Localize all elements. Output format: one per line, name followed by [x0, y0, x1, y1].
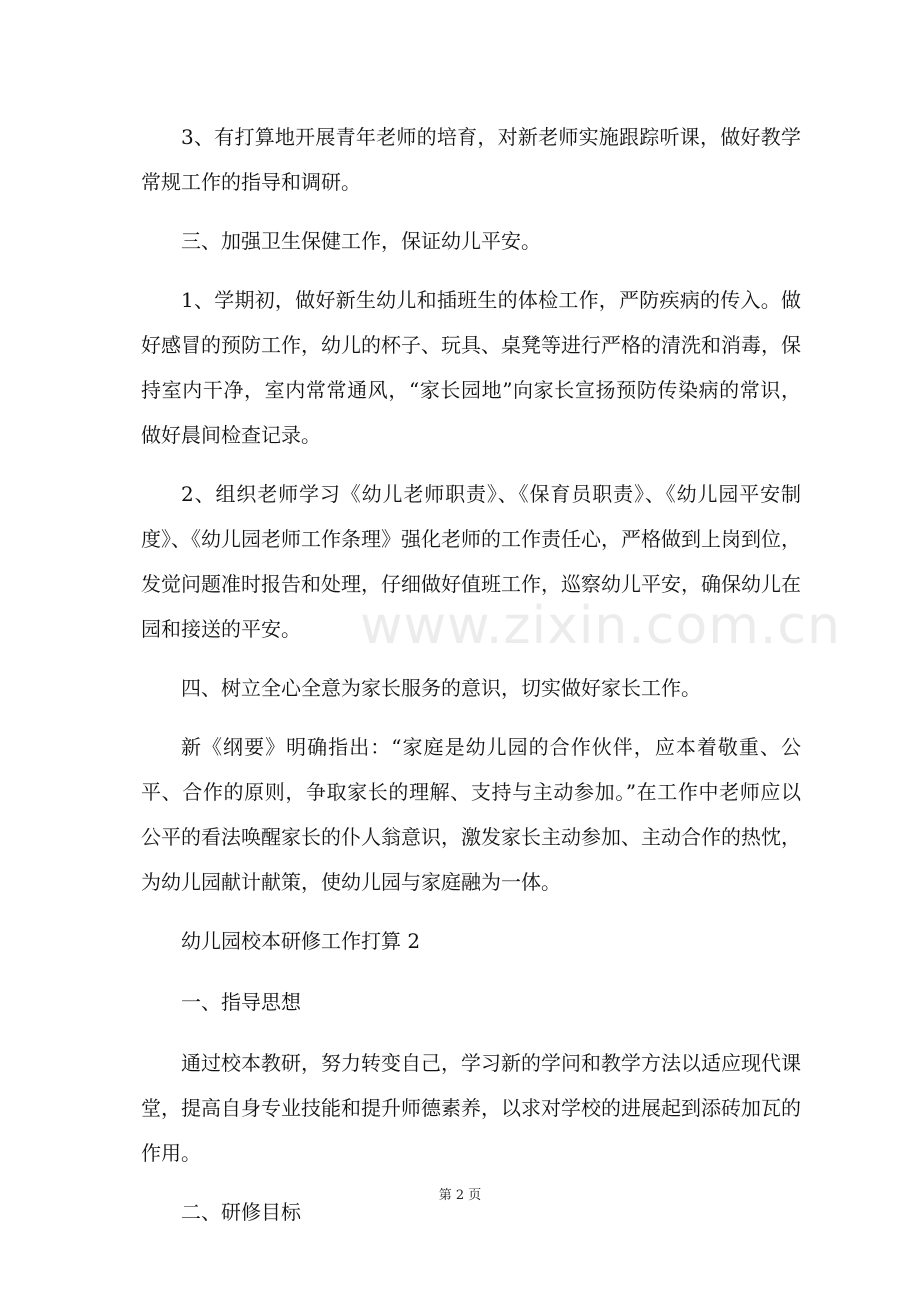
- watermark: www.zixin.com.cn: [360, 596, 841, 656]
- paragraph-guiding: 通过校本教研，努力转变自己，学习新的学问和教学方法以适应现代课堂，提高自身专业技能和提升师德素养，以求对学校的进展起到添砖加瓦的作用。: [141, 1051, 801, 1165]
- section-heading-parents: 四、树立全心全意为家长服务的意识，切实做好家长工作。: [181, 676, 701, 700]
- paragraph-item-1: 1、学期初，做好新生幼儿和插班生的体检工作，严防疾病的传入。做好感冒的预防工作，幼儿的杯子、玩具、桌凳等进行严格的清洗和消毒，保持室内干净，室内常常通风，“家长园地”向家长宣扬预防传染病的常识，做好晨间检查记录。: [141, 288, 801, 447]
- paragraph-item-2: 2、组织老师学习《幼儿老师职责》、《保育员职责》、《幼儿园平安制度》、《幼儿园老师工作条理》强化老师的工作责任心，严格做到上岗到位，发觉问题准时报告和处理，仔细做好值班工作，巡察幼儿平安，确保幼儿在园和接送的平安。: [141, 482, 801, 641]
- section-heading-hygiene: 三、加强卫生保健工作，保证幼儿平安。: [181, 229, 541, 253]
- paragraph-item-3: 3、有打算地开展青年老师的培育，对新老师实施跟踪听课，做好教学常规工作的指导和调研。: [141, 125, 801, 194]
- document-subtitle: 幼儿园校本研修工作打算 2: [181, 929, 421, 953]
- document-body: [141, 115, 801, 1249]
- section-heading-goals: 二、研修目标: [181, 1200, 301, 1224]
- section-heading-guiding: 一、指导思想: [181, 990, 301, 1014]
- page-number: 第 2 页: [438, 1188, 482, 1203]
- paragraph-outline: 新《纲要》明确指出：“家庭是幼儿园的合作伙伴，应本着敬重、公平、合作的原则，争取家长的理解、支持与主动参加。”在工作中老师应以公平的看法唤醒家长的仆人翁意识，激发家长主动参加、主动合作的热忱，为幼儿园献计献策，使幼儿园与家庭融为一体。: [141, 735, 801, 894]
